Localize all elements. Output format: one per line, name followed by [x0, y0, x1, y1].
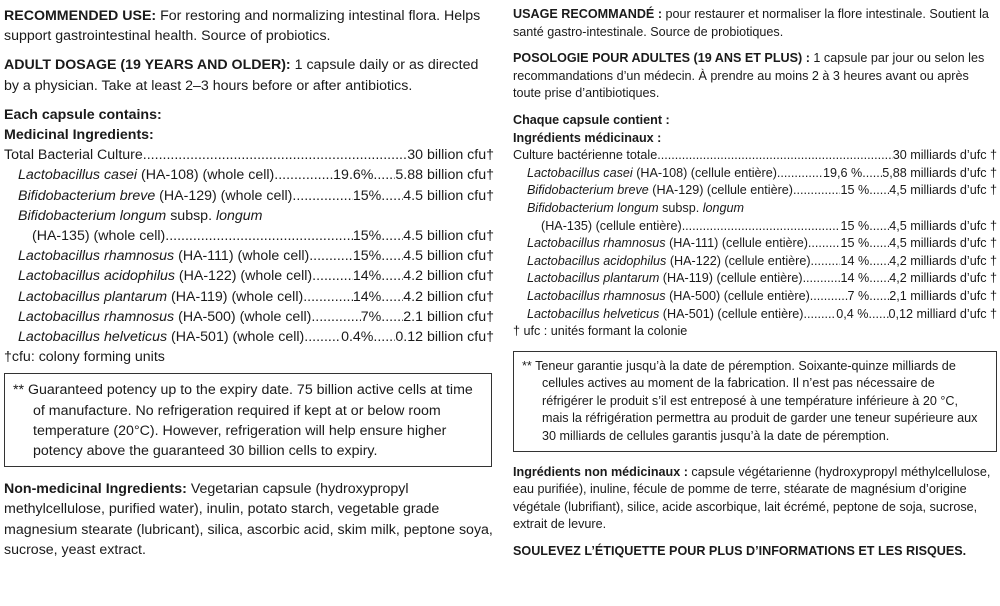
ingredient-row: Lactobacillus plantarum (HA-119) (whole cell) ..... 14% ..... 4.2 billion cfu† [4, 287, 494, 307]
cfu-footnote: †cfu: colony forming units [4, 349, 165, 366]
ingredient-row-total-fr: Culture bactérienne totale ..... 30 milliards d’ufc † [513, 147, 997, 165]
ingredient-amount: 30 billion cfu† [407, 147, 494, 164]
ingredient-row-fr: Lactobacillus rhamnosus (HA-500) (cellule entière) ..... 7 % ..... 2,1 milliards d’ufc † [513, 288, 997, 306]
adult-dosage-text: 1 capsule daily or as directed by a physician. Take at least 2–3 hours before or after antibiotics. [4, 57, 479, 94]
english-column [4, 6, 494, 560]
ingredient-row: Lactobacillus casei (HA-108) (whole cell) ..... 19.6% ..... 5.88 billion cfu† [4, 165, 494, 185]
ingredient-row-longum-name-fr: Bifidobacterium longum subsp. longum [527, 200, 745, 215]
ingredient-row-fr: Lactobacillus plantarum (HA-119) (cellule entière) ..... 14 % ..... 4,2 milliards d’ufc † [513, 270, 997, 288]
ingredient-row: Bifidobacterium breve (HA-129) (whole cell) ..... 15% ..... 4.5 billion cfu† [4, 186, 494, 206]
ingredient-row: Lactobacillus helveticus (HA-501) (whole cell) ..... 0.4% ..... 0.12 billion cfu† [4, 327, 494, 347]
ingredient-row-fr: Lactobacillus acidophilus (HA-122) (cellule entière) ..... 14 % ..... 4,2 milliards d’ufc † [513, 253, 997, 271]
usage-recommande-text: pour restaurer et normaliser la flore intestinale. Soutient la santé gastro-intestinale. Source de probiotiques. [513, 7, 989, 39]
french-column [513, 6, 997, 561]
posologie-text: 1 capsule par jour ou selon les recommandations d’un médecin. À prendre au moins 2 à 3 heures avant ou après toute prise d’antibiotiques. [513, 51, 985, 101]
ingredient-row-fr: Lactobacillus rhamnosus (HA-111) (cellule entière) ..... 15 % ..... 4,5 milliards d’ufc † [513, 235, 997, 253]
each-capsule-heading: Each capsule contains: [4, 106, 162, 123]
non-medicinal-text-fr: capsule végétarienne (hydroxypropyl méthylcellulose, eau purifiée), inuline, fécule de pomme de terre, stéarate de magnésium d’origine végétale (lubrifiant), silice, acide ascorbique, lait écrémé, peptone de soja, sucrose, extrait de levure. [513, 464, 991, 532]
ingredient-row-fr: Bifidobacterium breve (HA-129) (cellule entière) ..... 15 % ..... 4,5 milliards d’ufc † [513, 182, 997, 200]
chaque-capsule-heading: Chaque capsule contient : [513, 112, 670, 127]
non-medicinal-label: Non-medicinal Ingredients: [4, 481, 187, 498]
non-medicinal-text: Vegetarian capsule (hydroxypropyl methylcellulose, purified water), inulin, potato starch, vegetable grade magnesium stearate (lubricant), silica, ascorbic acid, skim milk, peptone soya, sucrose, yeast extract. [4, 481, 493, 558]
guarantee-box [4, 373, 492, 467]
ingredient-row-total [4, 145, 494, 165]
ingredients-medicinaux-heading: Ingrédients médicinaux : [513, 130, 662, 145]
ingredient-row-fr: (HA-135) (cellule entière) ..... 15 % ..... 4,5 milliards d’ufc † [513, 218, 997, 236]
ingredients-non-medicinaux [513, 464, 997, 534]
adult-dosage [4, 55, 494, 95]
usage-recommande [513, 6, 997, 41]
ufc-footnote: † ufc : unités formant la colonie [513, 324, 688, 339]
non-medicinal-ingredients [4, 479, 494, 560]
recommended-use-text: For restoring and normalizing intestinal flora. Helps support gastrointestinal health. Source of probiotics. [4, 8, 481, 45]
ingredient-row-fr: Lactobacillus casei (HA-108) (cellule entière) ..... 19,6 % ..... 5,88 milliards d’ufc † [513, 165, 997, 183]
guarantee-box-fr [513, 351, 997, 452]
ingredient-row: Lactobacillus rhamnosus (HA-111) (whole cell) ..... 15% ..... 4.5 billion cfu† [4, 246, 494, 266]
ingredient-row-fr: Lactobacillus helveticus (HA-501) (cellule entière) ..... 0,4 % ..... 0,12 milliard d’ufc † [513, 306, 997, 324]
recommended-use-label: RECOMMENDED USE: [4, 8, 157, 24]
ingredient-row-longum-name: Bifidobacterium longum subsp. longum [18, 207, 263, 224]
posologie [513, 50, 997, 103]
non-medicinal-label-fr: Ingrédients non médicinaux : [513, 464, 688, 479]
usage-recommande-label: USAGE RECOMMANDÉ : [513, 7, 663, 21]
ingredient-row: (HA-135) (whole cell) ..... 15% ..... 4.5 billion cfu† [4, 226, 494, 246]
medicinal-heading: Medicinal Ingredients: [4, 127, 154, 144]
posologie-label: POSOLOGIE POUR ADULTES (19 ANS ET PLUS) : [513, 51, 810, 66]
recommended-use [4, 6, 494, 46]
ingredient-name: Total Bacterial Culture [4, 147, 143, 164]
guarantee-text: ** Guaranteed potency up to the expiry date. 75 billion active cells at time of manufacture. No refrigeration required if kept at or below room temperature (20°C). However, refrigeration will help ensure higher potency above the guaranteed 30 billion cells to expiry. [13, 382, 473, 460]
ingredient-row: Lactobacillus acidophilus (HA-122) (whole cell) ..... 14% ..... 4.2 billion cfu† [4, 266, 494, 286]
adult-dosage-label: ADULT DOSAGE (19 YEARS AND OLDER): [4, 57, 291, 74]
ingredient-row: Lactobacillus rhamnosus (HA-500) (whole cell) ..... 7% ..... 2.1 billion cfu† [4, 307, 494, 327]
lift-label-notice: SOULEVEZ L’ÉTIQUETTE POUR PLUS D’INFORMATIONS ET LES RISQUES. [513, 544, 967, 559]
guarantee-text-fr: ** Teneur garantie jusqu’à la date de péremption. Soixante-quinze milliards de cellules actives au moment de la fabrication. Il n’est pas nécessaire de réfrigérer le produit s’il est entreposé à une température inférieure à 20 °C, mais la réfrigération permettra au produit de garder une teneur supérieure aux 30 milliards de cellules garantis jusqu’à la date de péremption. [522, 358, 978, 444]
